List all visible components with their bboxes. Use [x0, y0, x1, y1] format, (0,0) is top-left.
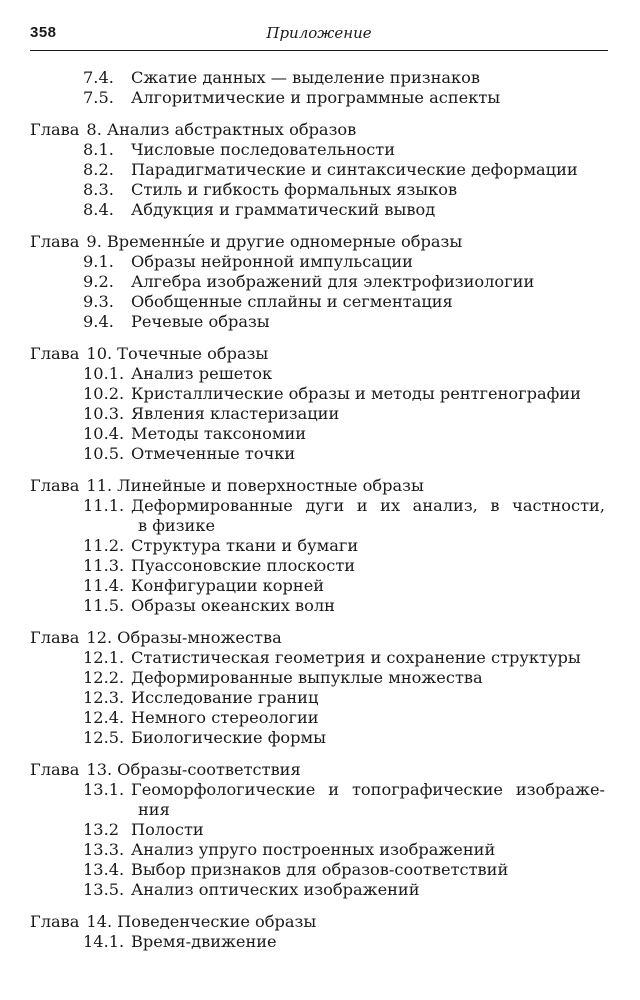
section-title: Сжатие данных — выделение признаков — [131, 68, 480, 87]
section-number: 12.3. — [83, 688, 125, 707]
section-title: Алгоритмические и программные аспекты — [131, 88, 501, 107]
chapter-label: Глава — [30, 344, 80, 363]
section-title: Исследование границ — [131, 688, 319, 707]
section-number: 11.2. — [83, 536, 125, 555]
section-number: 12.1. — [83, 648, 125, 667]
section-title: Методы таксономии — [131, 424, 307, 443]
section-title: Геоморфологические и топографические изображе- — [131, 780, 605, 799]
section-number: 10.4. — [83, 424, 125, 443]
chapter-heading — [30, 344, 610, 364]
toc-section — [30, 556, 610, 576]
toc-chapter — [30, 120, 610, 220]
section-number: 12.4. — [83, 708, 125, 727]
section-title: Деформированные выпуклые множества — [131, 668, 483, 687]
toc-section — [30, 880, 610, 900]
toc-section — [30, 384, 610, 404]
toc-section — [30, 668, 610, 688]
toc-section — [30, 536, 610, 556]
section-number: 8.2. — [83, 160, 114, 179]
chapter-label: Глава — [30, 628, 80, 647]
chapter-heading — [30, 476, 610, 496]
section-title: Конфигурации корней — [131, 576, 325, 595]
toc-section — [30, 820, 610, 840]
toc-section — [30, 860, 610, 880]
toc-section — [30, 160, 610, 180]
page-number: 358 — [30, 24, 57, 41]
toc-section — [30, 252, 610, 272]
section-title: Время-движение — [131, 932, 277, 951]
toc-chapter — [30, 476, 610, 616]
section-title: Анализ упруго построенных изображений — [131, 840, 496, 859]
chapter-label: Глава — [30, 120, 80, 139]
section-number: 9.2. — [83, 272, 114, 291]
section-number: 11.3. — [83, 556, 125, 575]
toc-section — [30, 424, 610, 444]
section-title: Выбор признаков для образов-соответствий — [131, 860, 509, 879]
toc-section — [30, 496, 610, 516]
chapter-heading — [30, 232, 610, 252]
toc-section — [30, 180, 610, 200]
section-number: 9.4. — [83, 312, 114, 331]
section-title: Структура ткани и бумаги — [131, 536, 359, 555]
intro-sections — [30, 68, 610, 108]
toc-section — [30, 88, 610, 108]
section-title: Абдукция и грамматический вывод — [131, 200, 436, 219]
toc-section — [30, 728, 610, 748]
running-title: Приложение — [266, 24, 372, 42]
section-title: Анализ решеток — [131, 364, 273, 383]
section-number: 13.2 — [83, 820, 120, 839]
chapter-number: 10. — [86, 344, 113, 363]
section-number: 9.3. — [83, 292, 114, 311]
toc-section — [30, 708, 610, 728]
section-number: 8.1. — [83, 140, 114, 159]
chapter-title: Образы-множества — [117, 628, 282, 647]
chapter-title: Линейные и поверхностные образы — [117, 476, 424, 495]
toc-chapter — [30, 628, 610, 748]
header-rule — [30, 50, 608, 51]
chapter-label: Глава — [30, 476, 80, 495]
section-title: Речевые образы — [131, 312, 270, 331]
chapter-label: Глава — [30, 912, 80, 931]
chapter-number: 13. — [86, 760, 113, 779]
toc-section — [30, 312, 610, 332]
chapter-title: Образы-соответствия — [117, 760, 301, 779]
toc-section — [30, 68, 610, 88]
toc-section — [30, 648, 610, 668]
section-number: 10.5. — [83, 444, 125, 463]
section-title: Числовые последовательности — [131, 140, 396, 159]
toc-chapter — [30, 344, 610, 464]
section-title: Полости — [131, 820, 204, 839]
toc-chapter — [30, 232, 610, 332]
section-number: 10.3. — [83, 404, 125, 423]
toc-section — [30, 292, 610, 312]
chapter-number: 9. — [86, 232, 102, 251]
chapter-number: 8. — [86, 120, 102, 139]
chapter-label: Глава — [30, 760, 80, 779]
section-number: 13.3. — [83, 840, 125, 859]
toc-section — [30, 596, 610, 616]
toc-section — [30, 272, 610, 292]
section-number: 13.4. — [83, 860, 125, 879]
section-number: 7.5. — [83, 88, 114, 107]
section-title: Отмеченные точки — [131, 444, 296, 463]
chapter-heading — [30, 760, 610, 780]
toc-section — [30, 404, 610, 424]
section-number: 11.4. — [83, 576, 125, 595]
chapter-heading — [30, 120, 610, 140]
toc-section — [30, 780, 610, 800]
section-number: 12.2. — [83, 668, 125, 687]
toc-section — [30, 932, 610, 952]
section-number: 13.5. — [83, 880, 125, 899]
chapter-label: Глава — [30, 232, 80, 251]
section-title: Образы нейронной импульсации — [131, 252, 413, 271]
section-number: 7.4. — [83, 68, 114, 87]
section-number: 12.5. — [83, 728, 125, 747]
section-title: Немного стереологии — [131, 708, 319, 727]
section-title: Анализ оптических изображений — [131, 880, 420, 899]
section-title-continuation: в физике — [138, 516, 216, 535]
table-of-contents — [30, 68, 610, 964]
page-header — [30, 24, 608, 46]
section-title: Парадигматические и синтаксические деформации — [131, 160, 578, 179]
chapter-number: 14. — [86, 912, 113, 931]
toc-section — [30, 840, 610, 860]
chapter-title: Временны́е и другие одномерные образы — [106, 232, 463, 251]
chapter-title: Поведенческие образы — [117, 912, 317, 931]
section-number: 14.1. — [83, 932, 125, 951]
section-title: Деформированные дуги и их анализ, в частности, — [131, 496, 605, 515]
section-title: Явления кластеризации — [131, 404, 340, 423]
section-number: 9.1. — [83, 252, 114, 271]
toc-section — [30, 576, 610, 596]
chapter-heading — [30, 628, 610, 648]
section-number: 8.4. — [83, 200, 114, 219]
section-number: 8.3. — [83, 180, 114, 199]
section-title-continuation: ния — [138, 800, 170, 819]
section-number: 10.2. — [83, 384, 125, 403]
section-title: Алгебра изображений для электрофизиологии — [131, 272, 535, 291]
section-number: 13.1. — [83, 780, 125, 799]
toc-section — [30, 688, 610, 708]
chapter-number: 12. — [86, 628, 113, 647]
section-number: 11.1. — [83, 496, 125, 515]
chapter-title: Анализ абстрактных образов — [106, 120, 357, 139]
toc-chapter — [30, 912, 610, 952]
toc-section — [30, 200, 610, 220]
chapter-number: 11. — [86, 476, 113, 495]
toc-section — [30, 140, 610, 160]
toc-section — [30, 364, 610, 384]
section-title: Обобщенные сплайны и сегментация — [131, 292, 453, 311]
section-title: Пуассоновские плоскости — [131, 556, 356, 575]
chapter-title: Точечные образы — [117, 344, 269, 363]
toc-chapter — [30, 760, 610, 900]
section-number: 11.5. — [83, 596, 125, 615]
section-title: Статистическая геометрия и сохранение структуры — [131, 648, 581, 667]
section-title: Стиль и гибкость формальных языков — [131, 180, 458, 199]
section-title: Биологические формы — [131, 728, 326, 747]
section-title: Кристаллические образы и методы рентгенографии — [131, 384, 581, 403]
section-number: 10.1. — [83, 364, 125, 383]
chapter-heading — [30, 912, 610, 932]
toc-section — [30, 444, 610, 464]
section-title: Образы океанских волн — [131, 596, 335, 615]
